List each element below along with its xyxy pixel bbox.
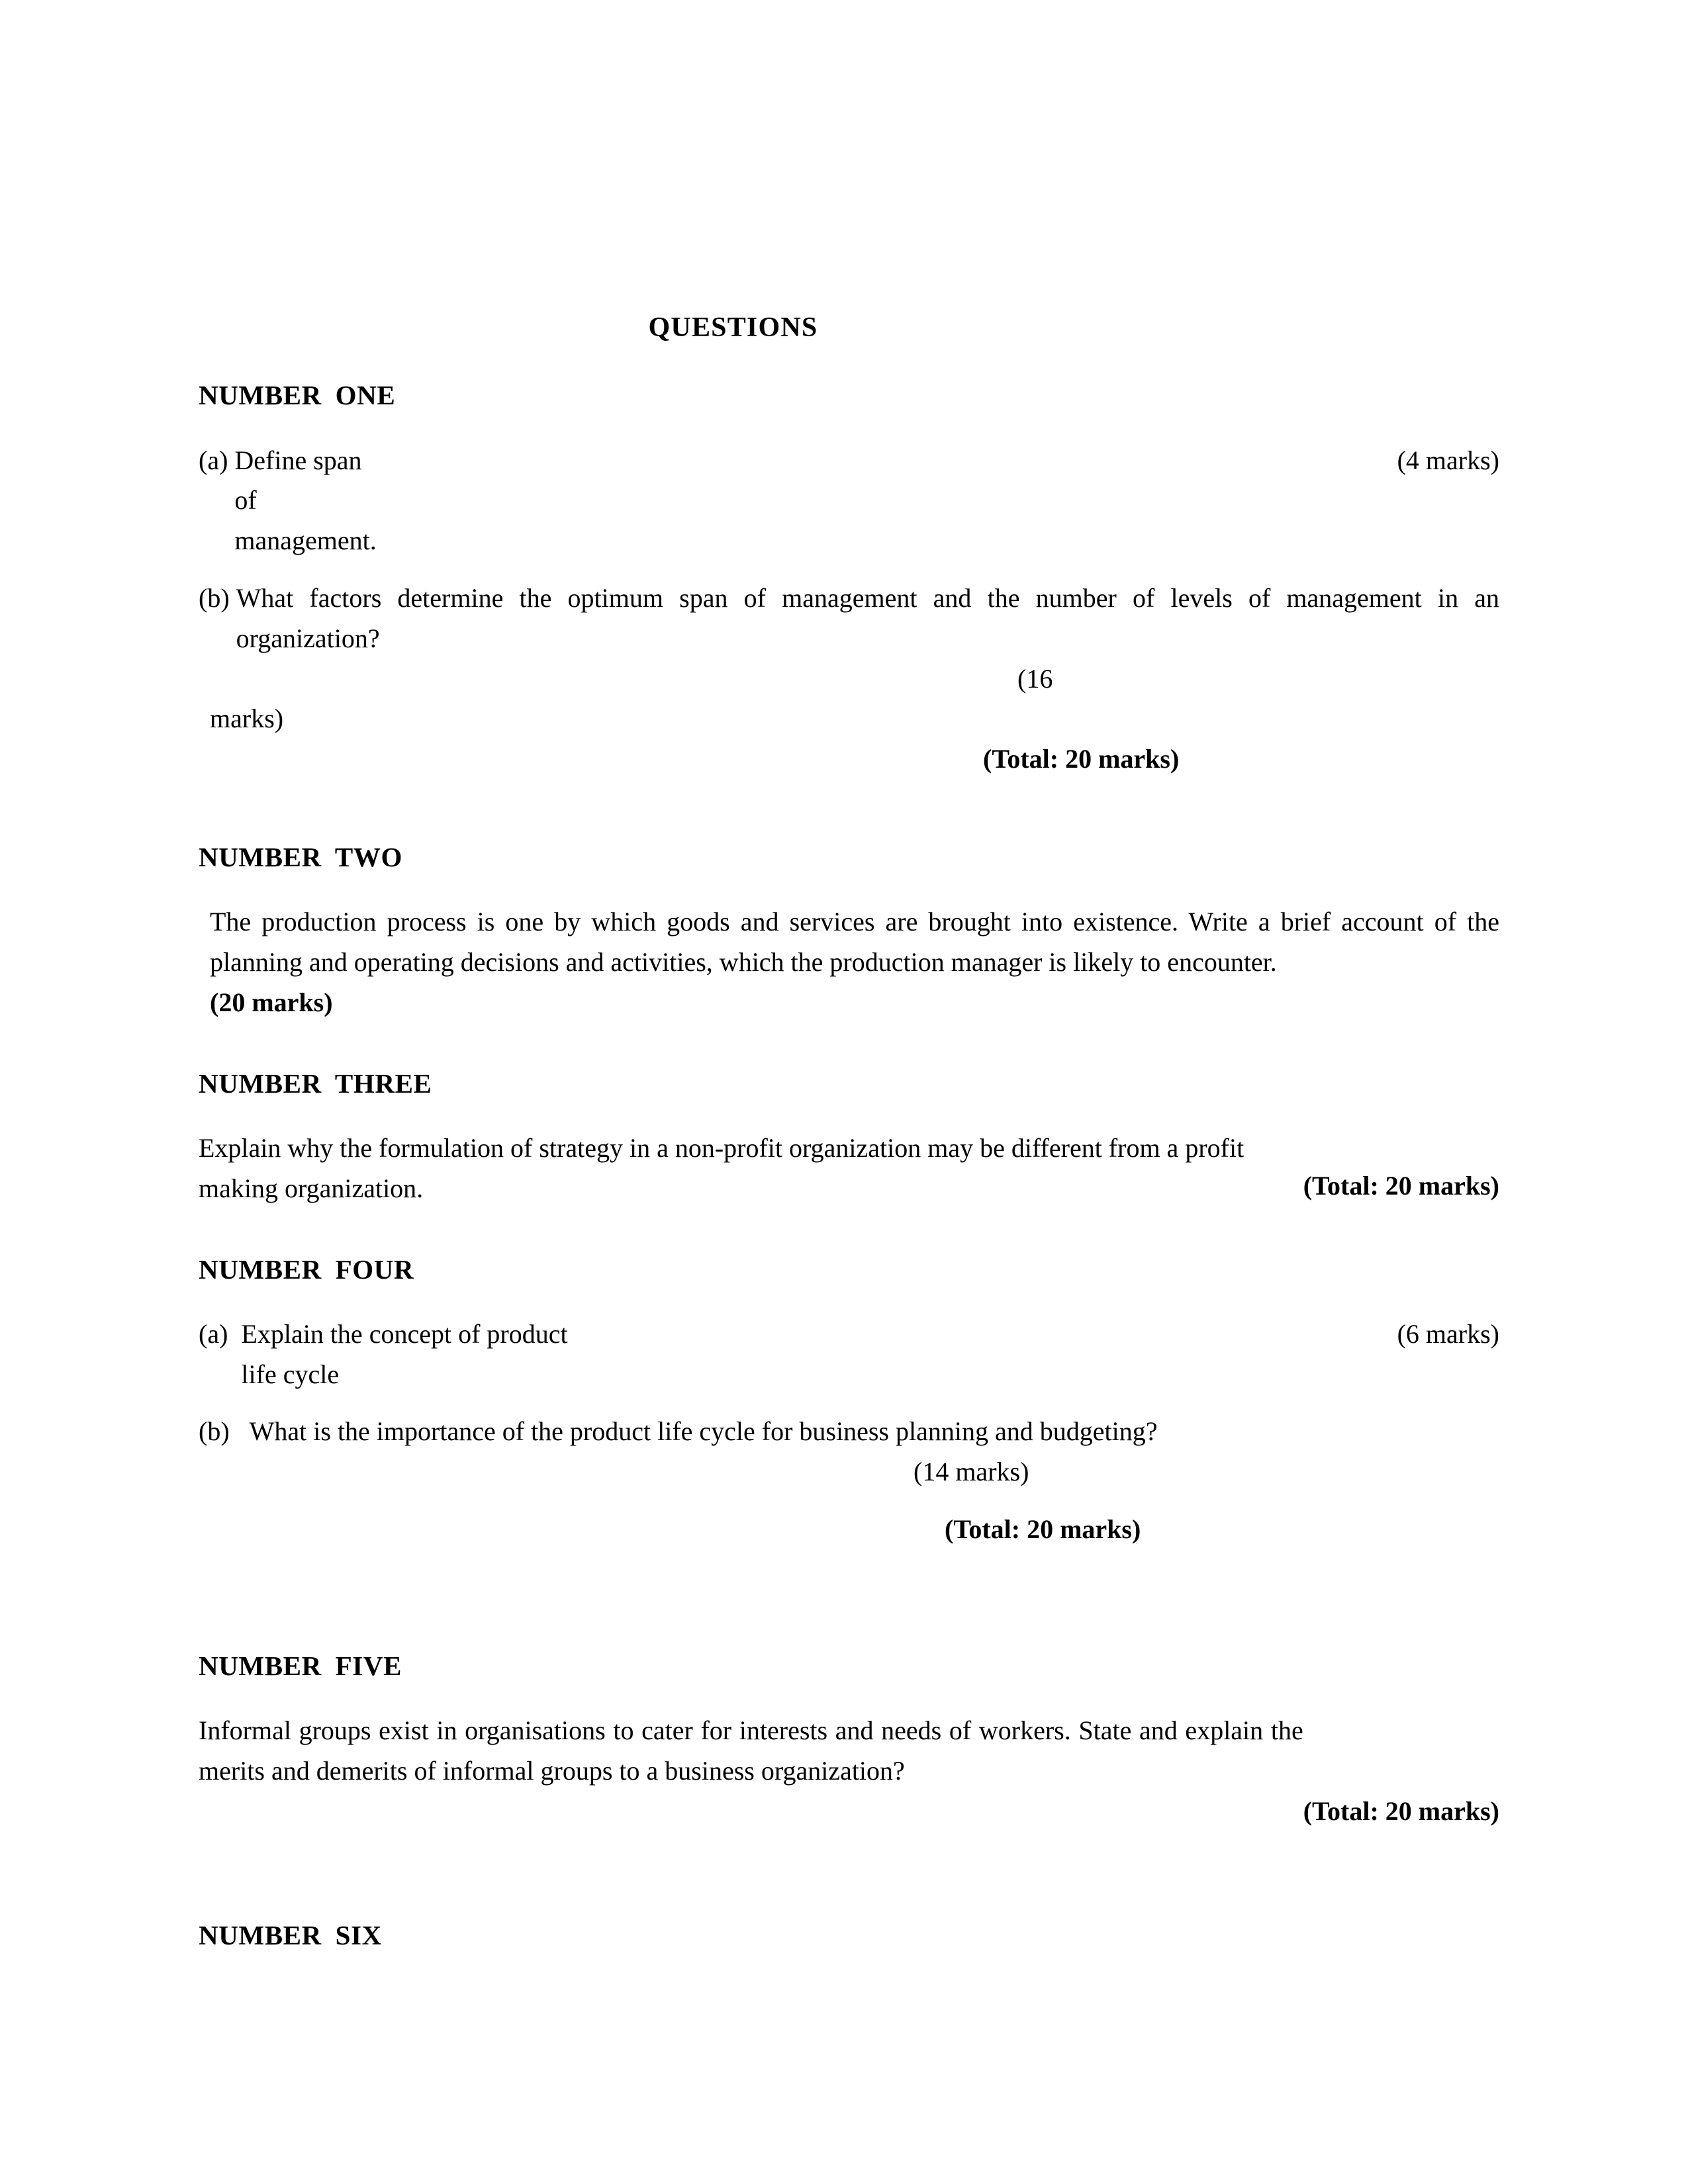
spacer	[199, 1101, 1499, 1128]
spacer	[199, 1394, 1499, 1412]
question-two-marks: (20 marks)	[210, 987, 333, 1017]
part-text-a: Define span of management.	[234, 445, 377, 556]
question-four-part-b	[199, 1412, 1499, 1452]
page-content	[199, 311, 1499, 1952]
question-three-body-wrap	[199, 1128, 1499, 1209]
spacer	[199, 780, 1499, 841]
spacer	[199, 1550, 1499, 1649]
question-one-total: (Total: 20 marks)	[983, 744, 1180, 774]
part-marks-a: (6 marks)	[1397, 1318, 1499, 1349]
question-heading-one: NUMBER ONE	[199, 380, 396, 411]
part-marks-b-head: (16	[1017, 663, 1053, 694]
page-title: QUESTIONS	[648, 312, 818, 343]
part-text-b: What is the importance of the product life cycle for business planning and budgeting?	[249, 1416, 1158, 1447]
part-label-b: (b)	[199, 583, 230, 614]
question-two-body: The production process is one by which goods and services are brought into existence. Write a brief account of the planning and operating decisions and activities, which the production manager is likely to encounter.	[210, 907, 1499, 978]
question-four-total: (Total: 20 marks)	[945, 1514, 1141, 1544]
question-heading-six: NUMBER SIX	[199, 1919, 382, 1950]
question-heading-three: NUMBER THREE	[199, 1068, 432, 1099]
question-one-part-a	[199, 441, 1499, 561]
part-marks-a: (4 marks)	[1397, 445, 1499, 475]
part-text-a: Explain the concept of product life cycle	[241, 1318, 568, 1389]
question-five-body: Informal groups exist in organisations to cater for interests and needs of workers. State and explain the merits and demerits of informal groups to a business organization?	[199, 1715, 1303, 1786]
spacer	[199, 1891, 1499, 1919]
question-four-part-a	[199, 1314, 1499, 1395]
spacer	[199, 1683, 1499, 1711]
question-heading-two: NUMBER TWO	[199, 842, 402, 873]
question-heading-five: NUMBER FIVE	[199, 1650, 402, 1681]
question-three-body: Explain why the formulation of strategy in a non-profit organization may be different from a profit making organization.	[199, 1132, 1244, 1203]
question-four-total-row	[199, 1510, 1499, 1550]
part-label-b: (b)	[199, 1416, 230, 1447]
part-marks-b: (14 marks)	[914, 1457, 1029, 1487]
spacer	[199, 1287, 1499, 1314]
question-three-total: (Total: 20 marks)	[1303, 1170, 1499, 1201]
spacer	[199, 561, 1499, 578]
spacer	[199, 1492, 1499, 1510]
part-label-a: (a)	[199, 445, 228, 475]
spacer	[199, 413, 1499, 441]
question-one-part-b-marks-head-row	[199, 659, 1499, 700]
part-text-b: What factors determine the optimum span of management and the number of levels of management in an organization?	[236, 583, 1499, 653]
question-heading-four: NUMBER FOUR	[199, 1253, 414, 1285]
question-one-total-row	[199, 739, 1499, 780]
spacer	[199, 874, 1499, 902]
question-five-total: (Total: 20 marks)	[1303, 1796, 1499, 1826]
question-one-part-b	[199, 578, 1499, 659]
part-marks-b-tail: marks)	[210, 704, 284, 734]
question-five-body-wrap	[199, 1711, 1499, 1826]
question-four-part-b-marks-row	[199, 1452, 1499, 1492]
part-label-a: (a)	[199, 1318, 228, 1349]
spacer	[199, 1023, 1499, 1067]
spacer	[199, 1209, 1499, 1253]
